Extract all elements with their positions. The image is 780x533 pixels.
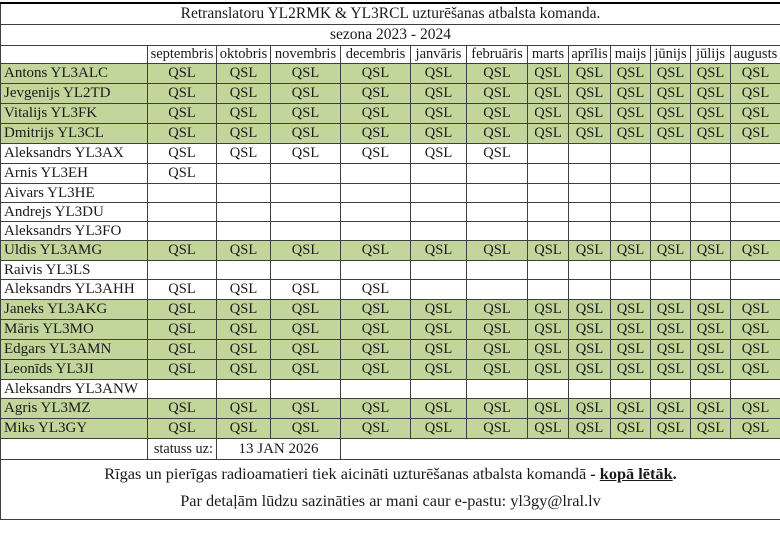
status-row [1, 439, 780, 460]
empty-qsl-cell [528, 261, 569, 280]
corner-cell [1, 46, 148, 64]
empty-qsl-cell [411, 261, 467, 280]
month-header: jūlijs [691, 46, 731, 64]
empty-qsl-cell [691, 164, 731, 184]
member-name: Māris YL3MO [1, 320, 148, 340]
empty-qsl-cell [569, 261, 611, 280]
member-name: Raivis YL3LS [1, 261, 148, 280]
qsl-cell: QSL [217, 124, 271, 144]
qsl-cell: QSL [217, 320, 271, 340]
empty-qsl-cell [467, 261, 528, 280]
qsl-cell: QSL [651, 399, 691, 419]
qsl-cell: QSL [411, 144, 467, 164]
member-row [1, 84, 780, 104]
qsl-cell: QSL [148, 64, 217, 84]
qsl-cell: QSL [651, 300, 691, 320]
empty-qsl-cell [341, 203, 411, 222]
qsl-cell: QSL [341, 300, 411, 320]
qsl-cell: QSL [528, 241, 569, 261]
qsl-cell: QSL [271, 280, 341, 300]
qsl-cell: QSL [271, 340, 341, 360]
empty-qsl-cell [731, 144, 780, 164]
qsl-cell: QSL [411, 419, 467, 439]
empty-qsl-cell [341, 261, 411, 280]
qsl-cell: QSL [341, 360, 411, 380]
qsl-cell: QSL [569, 300, 611, 320]
month-header: marts [528, 46, 569, 64]
qsl-cell: QSL [217, 144, 271, 164]
qsl-cell: QSL [528, 64, 569, 84]
subtitle-row [1, 25, 780, 46]
qsl-cell: QSL [569, 419, 611, 439]
empty-qsl-cell [569, 184, 611, 203]
qsl-cell: QSL [341, 280, 411, 300]
qsl-cell: QSL [691, 241, 731, 261]
empty-qsl-cell [341, 380, 411, 399]
empty-qsl-cell [217, 184, 271, 203]
empty-qsl-cell [148, 261, 217, 280]
qsl-cell: QSL [148, 124, 217, 144]
qsl-cell: QSL [691, 84, 731, 104]
qsl-cell: QSL [651, 64, 691, 84]
qsl-cell: QSL [731, 340, 780, 360]
member-row [1, 184, 780, 203]
qsl-cell: QSL [611, 64, 651, 84]
empty-qsl-cell [611, 164, 651, 184]
empty-qsl-cell [467, 164, 528, 184]
member-row [1, 222, 780, 241]
qsl-cell: QSL [651, 104, 691, 124]
qsl-cell: QSL [611, 241, 651, 261]
qsl-cell: QSL [411, 84, 467, 104]
contact-line: Par detaļām lūdzu sazināties ar mani caur e-pastu: yl3gy@lral.lv [1, 491, 780, 511]
qsl-cell: QSL [528, 340, 569, 360]
qsl-cell: QSL [271, 300, 341, 320]
qsl-cell: QSL [271, 124, 341, 144]
qsl-cell: QSL [731, 241, 780, 261]
member-name: Aleksandrs YL3ANW [1, 380, 148, 399]
month-header-row [1, 46, 780, 64]
month-header: augusts [731, 46, 780, 64]
empty-qsl-cell [569, 164, 611, 184]
qsl-cell: QSL [528, 300, 569, 320]
qsl-cell: QSL [528, 419, 569, 439]
qsl-cell: QSL [611, 104, 651, 124]
qsl-cell: QSL [148, 280, 217, 300]
qsl-cell: QSL [148, 164, 217, 184]
member-name: Leonīds YL3JI [1, 360, 148, 380]
qsl-cell: QSL [148, 320, 217, 340]
member-row [1, 104, 780, 124]
member-row [1, 164, 780, 184]
qsl-cell: QSL [731, 124, 780, 144]
month-header: maijs [611, 46, 651, 64]
member-row [1, 320, 780, 340]
empty-qsl-cell [528, 203, 569, 222]
member-name: Agris YL3MZ [1, 399, 148, 419]
empty-qsl-cell [569, 380, 611, 399]
empty-qsl-cell [569, 280, 611, 300]
member-name: Jevgenijs YL2TD [1, 84, 148, 104]
month-header: februāris [467, 46, 528, 64]
qsl-cell: QSL [731, 300, 780, 320]
page-title: Retranslatoru YL2RMK & YL3RCL uzturēšanas atbalsta komanda. [1, 3, 780, 25]
month-header: septembris [148, 46, 217, 64]
empty-qsl-cell [569, 222, 611, 241]
member-name: Andrejs YL3DU [1, 203, 148, 222]
empty-qsl-cell [651, 184, 691, 203]
qsl-cell: QSL [467, 320, 528, 340]
invitation-period: . [673, 464, 677, 483]
qsl-cell: QSL [341, 320, 411, 340]
empty-qsl-cell [341, 164, 411, 184]
empty-qsl-cell [217, 164, 271, 184]
empty-qsl-cell [467, 380, 528, 399]
qsl-cell: QSL [467, 419, 528, 439]
qsl-cell: QSL [467, 241, 528, 261]
status-spacer-cell [1, 439, 148, 460]
qsl-cell: QSL [731, 360, 780, 380]
member-name: Antons YL3ALC [1, 64, 148, 84]
empty-qsl-cell [148, 222, 217, 241]
empty-qsl-cell [217, 261, 271, 280]
qsl-cell: QSL [691, 300, 731, 320]
qsl-cell: QSL [271, 64, 341, 84]
qsl-cell: QSL [148, 360, 217, 380]
member-row [1, 144, 780, 164]
empty-qsl-cell [651, 380, 691, 399]
member-row [1, 340, 780, 360]
qsl-cell: QSL [731, 320, 780, 340]
member-row [1, 64, 780, 84]
qsl-cell: QSL [148, 419, 217, 439]
empty-qsl-cell [217, 203, 271, 222]
member-name: Arnis YL3EH [1, 164, 148, 184]
empty-qsl-cell [691, 380, 731, 399]
qsl-cell: QSL [411, 360, 467, 380]
qsl-cell: QSL [651, 84, 691, 104]
qsl-cell: QSL [731, 104, 780, 124]
empty-qsl-cell [651, 261, 691, 280]
invitation-line [1, 464, 780, 484]
empty-qsl-cell [148, 184, 217, 203]
empty-qsl-cell [271, 203, 341, 222]
empty-qsl-cell [691, 222, 731, 241]
qsl-cell: QSL [217, 419, 271, 439]
qsl-cell: QSL [528, 124, 569, 144]
empty-qsl-cell [651, 144, 691, 164]
empty-qsl-cell [731, 261, 780, 280]
empty-qsl-cell [611, 222, 651, 241]
empty-qsl-cell [528, 144, 569, 164]
empty-qsl-cell [731, 380, 780, 399]
month-header: novembris [271, 46, 341, 64]
qsl-cell: QSL [611, 399, 651, 419]
qsl-cell: QSL [271, 241, 341, 261]
empty-qsl-cell [611, 203, 651, 222]
qsl-cell: QSL [341, 64, 411, 84]
empty-qsl-cell [528, 164, 569, 184]
member-row [1, 399, 780, 419]
qsl-cell: QSL [341, 124, 411, 144]
month-header: aprīlis [569, 46, 611, 64]
empty-qsl-cell [411, 380, 467, 399]
member-row [1, 280, 780, 300]
qsl-cell: QSL [148, 104, 217, 124]
empty-qsl-cell [691, 280, 731, 300]
qsl-cell: QSL [217, 300, 271, 320]
empty-qsl-cell [467, 203, 528, 222]
qsl-cell: QSL [611, 419, 651, 439]
qsl-cell: QSL [611, 300, 651, 320]
qsl-cell: QSL [731, 64, 780, 84]
qsl-cell: QSL [217, 241, 271, 261]
qsl-cell: QSL [467, 144, 528, 164]
qsl-cell: QSL [148, 84, 217, 104]
empty-qsl-cell [611, 261, 651, 280]
member-row [1, 203, 780, 222]
qsl-cell: QSL [271, 419, 341, 439]
empty-qsl-cell [731, 164, 780, 184]
qsl-cell: QSL [467, 360, 528, 380]
qsl-cell: QSL [467, 104, 528, 124]
qsl-cell: QSL [691, 124, 731, 144]
qsl-cell: QSL [569, 399, 611, 419]
qsl-cell: QSL [651, 340, 691, 360]
qsl-cell: QSL [341, 340, 411, 360]
member-name: Miks YL3GY [1, 419, 148, 439]
qsl-cell: QSL [569, 64, 611, 84]
qsl-cell: QSL [528, 320, 569, 340]
member-row [1, 261, 780, 280]
member-name: Janeks YL3AKG [1, 300, 148, 320]
empty-qsl-cell [731, 184, 780, 203]
qsl-cell: QSL [611, 340, 651, 360]
qsl-cell: QSL [731, 419, 780, 439]
month-header: oktobris [217, 46, 271, 64]
member-name: Aleksandrs YL3AHH [1, 280, 148, 300]
qsl-cell: QSL [691, 320, 731, 340]
empty-qsl-cell [651, 280, 691, 300]
empty-qsl-cell [528, 380, 569, 399]
qsl-cell: QSL [341, 104, 411, 124]
qsl-cell: QSL [467, 64, 528, 84]
empty-qsl-cell [569, 203, 611, 222]
qsl-cell: QSL [569, 320, 611, 340]
empty-qsl-cell [411, 164, 467, 184]
qsl-cell: QSL [569, 360, 611, 380]
empty-qsl-cell [341, 222, 411, 241]
qsl-cell: QSL [569, 84, 611, 104]
qsl-cell: QSL [411, 399, 467, 419]
empty-qsl-cell [611, 380, 651, 399]
month-header: jūnijs [651, 46, 691, 64]
qsl-cell: QSL [467, 124, 528, 144]
empty-qsl-cell [651, 203, 691, 222]
qsl-cell: QSL [217, 64, 271, 84]
empty-qsl-cell [691, 203, 731, 222]
qsl-cell: QSL [217, 360, 271, 380]
qsl-cell: QSL [341, 144, 411, 164]
qsl-cell: QSL [271, 399, 341, 419]
qsl-cell: QSL [691, 399, 731, 419]
empty-qsl-cell [217, 222, 271, 241]
qsl-cell: QSL [569, 104, 611, 124]
qsl-cell: QSL [411, 124, 467, 144]
qsl-cell: QSL [148, 300, 217, 320]
qsl-cell: QSL [411, 104, 467, 124]
qsl-cell: QSL [411, 241, 467, 261]
qsl-cell: QSL [217, 340, 271, 360]
qsl-cell: QSL [731, 399, 780, 419]
member-row [1, 380, 780, 399]
qsl-cell: QSL [528, 399, 569, 419]
qsl-cell: QSL [271, 104, 341, 124]
month-header: janvāris [411, 46, 467, 64]
qsl-cell: QSL [148, 241, 217, 261]
member-row [1, 124, 780, 144]
qsl-cell: QSL [411, 340, 467, 360]
qsl-cell: QSL [611, 320, 651, 340]
status-label: statuss uz: [148, 439, 217, 460]
qsl-cell: QSL [217, 84, 271, 104]
season-subtitle: sezona 2023 - 2024 [1, 25, 780, 46]
empty-qsl-cell [691, 144, 731, 164]
invitation-dash: - [590, 464, 600, 483]
status-empty-cell [341, 439, 780, 460]
qsl-cell: QSL [528, 360, 569, 380]
empty-qsl-cell [411, 203, 467, 222]
empty-qsl-cell [611, 280, 651, 300]
qsl-cell: QSL [271, 144, 341, 164]
qsl-cell: QSL [691, 340, 731, 360]
empty-qsl-cell [467, 184, 528, 203]
qsl-cell: QSL [217, 280, 271, 300]
qsl-cell: QSL [528, 84, 569, 104]
qsl-cell: QSL [691, 104, 731, 124]
member-name: Aivars YL3HE [1, 184, 148, 203]
qsl-cell: QSL [271, 320, 341, 340]
qsl-cell: QSL [569, 124, 611, 144]
member-name: Dmitrijs YL3CL [1, 124, 148, 144]
footer-row [1, 460, 780, 520]
title-row [1, 3, 780, 25]
member-row [1, 360, 780, 380]
empty-qsl-cell [411, 184, 467, 203]
qsl-cell: QSL [271, 84, 341, 104]
empty-qsl-cell [148, 380, 217, 399]
empty-qsl-cell [411, 222, 467, 241]
qsl-cell: QSL [569, 340, 611, 360]
month-header: decembris [341, 46, 411, 64]
empty-qsl-cell [731, 222, 780, 241]
empty-qsl-cell [528, 184, 569, 203]
qsl-cell: QSL [467, 340, 528, 360]
empty-qsl-cell [731, 203, 780, 222]
invitation-text: Rīgas un pierīgas radioamatieri tiek aicināti uzturēšanas atbalsta komandā [104, 464, 590, 483]
qsl-cell: QSL [691, 360, 731, 380]
empty-qsl-cell [611, 144, 651, 164]
empty-qsl-cell [467, 280, 528, 300]
status-date: 13 JAN 2026 [217, 439, 341, 460]
empty-qsl-cell [691, 184, 731, 203]
qsl-cell: QSL [611, 360, 651, 380]
member-name: Edgars YL3AMN [1, 340, 148, 360]
qsl-cell: QSL [691, 419, 731, 439]
empty-qsl-cell [731, 280, 780, 300]
qsl-cell: QSL [651, 419, 691, 439]
empty-qsl-cell [271, 164, 341, 184]
empty-qsl-cell [271, 380, 341, 399]
empty-qsl-cell [467, 222, 528, 241]
empty-qsl-cell [271, 261, 341, 280]
qsl-cell: QSL [528, 104, 569, 124]
qsl-cell: QSL [611, 124, 651, 144]
member-name: Uldis YL3AMG [1, 241, 148, 261]
qsl-cell: QSL [651, 360, 691, 380]
qsl-cell: QSL [651, 124, 691, 144]
empty-qsl-cell [569, 144, 611, 164]
empty-qsl-cell [217, 380, 271, 399]
qsl-cell: QSL [611, 84, 651, 104]
footer-note [1, 460, 780, 520]
member-row [1, 419, 780, 439]
qsl-cell: QSL [691, 64, 731, 84]
empty-qsl-cell [528, 280, 569, 300]
qsl-cell: QSL [341, 241, 411, 261]
qsl-cell: QSL [148, 399, 217, 419]
qsl-cell: QSL [341, 399, 411, 419]
invitation-emphasis: kopā lētāk [600, 464, 673, 483]
member-name: Aleksandrs YL3FO [1, 222, 148, 241]
empty-qsl-cell [651, 164, 691, 184]
qsl-status-table [0, 2, 780, 520]
qsl-cell: QSL [731, 84, 780, 104]
empty-qsl-cell [611, 184, 651, 203]
qsl-cell: QSL [271, 360, 341, 380]
qsl-cell: QSL [148, 340, 217, 360]
empty-qsl-cell [651, 222, 691, 241]
member-row [1, 300, 780, 320]
empty-qsl-cell [271, 184, 341, 203]
qsl-cell: QSL [411, 300, 467, 320]
qsl-cell: QSL [467, 84, 528, 104]
qsl-cell: QSL [651, 241, 691, 261]
empty-qsl-cell [271, 222, 341, 241]
qsl-cell: QSL [217, 104, 271, 124]
qsl-cell: QSL [411, 320, 467, 340]
empty-qsl-cell [148, 203, 217, 222]
qsl-cell: QSL [341, 84, 411, 104]
qsl-cell: QSL [341, 419, 411, 439]
empty-qsl-cell [411, 280, 467, 300]
empty-qsl-cell [691, 261, 731, 280]
qsl-cell: QSL [217, 399, 271, 419]
member-row [1, 241, 780, 261]
qsl-cell: QSL [148, 144, 217, 164]
member-name: Vitalijs YL3FK [1, 104, 148, 124]
qsl-cell: QSL [411, 64, 467, 84]
member-name: Aleksandrs YL3AX [1, 144, 148, 164]
qsl-cell: QSL [569, 241, 611, 261]
qsl-cell: QSL [467, 399, 528, 419]
qsl-cell: QSL [651, 320, 691, 340]
empty-qsl-cell [528, 222, 569, 241]
qsl-cell: QSL [467, 300, 528, 320]
empty-qsl-cell [341, 184, 411, 203]
